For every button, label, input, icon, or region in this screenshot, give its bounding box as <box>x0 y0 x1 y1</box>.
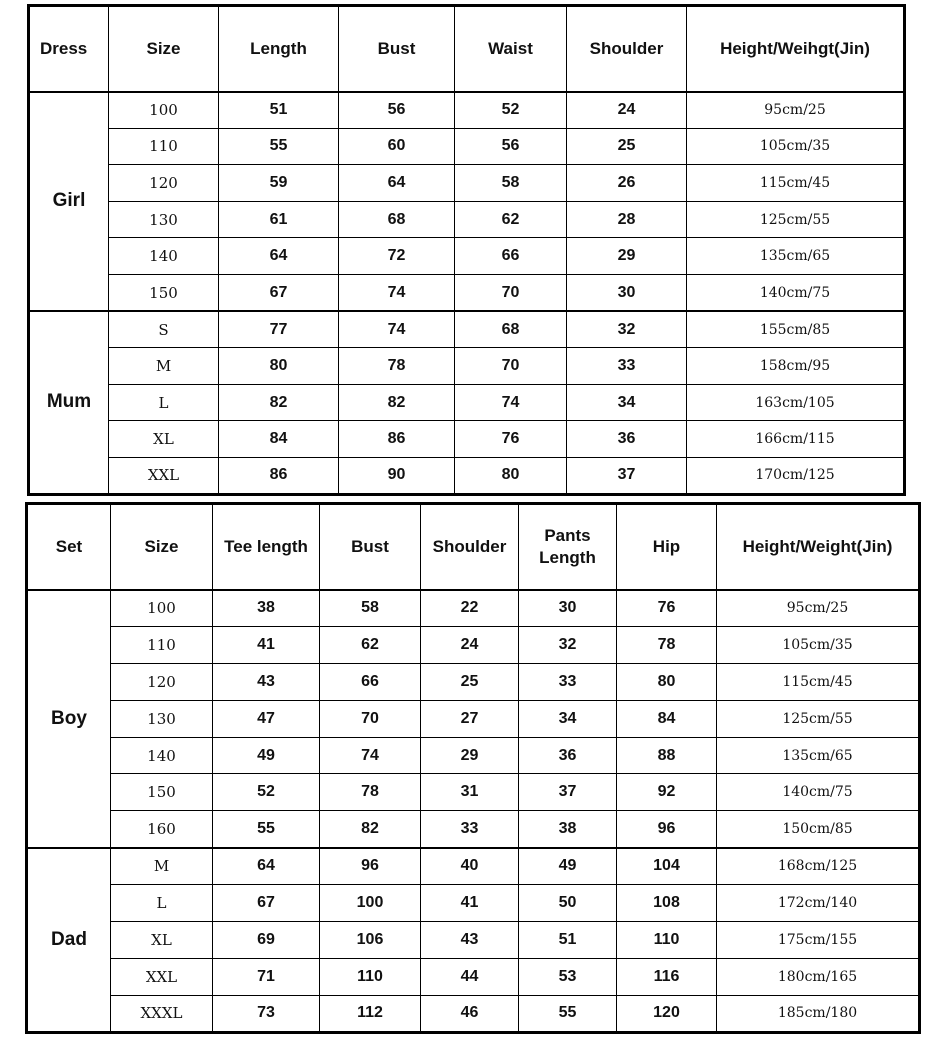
cell-bust: 56 <box>339 92 455 129</box>
cell-size: M <box>109 348 219 385</box>
cell-height-weight: 168cm/125 <box>717 848 920 885</box>
cell-length: 67 <box>219 274 339 311</box>
cell-height-weight: 172cm/140 <box>717 885 920 922</box>
header-set: Set <box>27 504 111 590</box>
cell-size: 120 <box>109 165 219 202</box>
cell-height-weight: 140cm/75 <box>687 274 905 311</box>
table-row <box>27 885 920 922</box>
cell-bust: 82 <box>320 811 421 848</box>
set-size-table <box>25 502 921 1034</box>
cell-hip: 80 <box>617 663 717 700</box>
cell-size: XXL <box>111 958 213 995</box>
cell-size: 100 <box>109 92 219 129</box>
cell-size: XL <box>109 421 219 458</box>
cell-bust: 112 <box>320 995 421 1032</box>
cell-size: 130 <box>109 201 219 238</box>
header-hip: Hip <box>617 504 717 590</box>
cell-waist: 68 <box>455 311 567 348</box>
group-label-boy: Boy <box>27 590 111 848</box>
table-row <box>29 201 905 238</box>
cell-height-weight: 170cm/125 <box>687 457 905 494</box>
cell-bust: 74 <box>320 737 421 774</box>
table-row <box>27 811 920 848</box>
cell-bust: 68 <box>339 201 455 238</box>
cell-length: 61 <box>219 201 339 238</box>
cell-shoulder: 43 <box>421 922 519 959</box>
cell-size: 100 <box>111 590 213 627</box>
cell-bust: 96 <box>320 848 421 885</box>
cell-shoulder: 24 <box>567 92 687 129</box>
header-height-weight: Height/Weight(Jin) <box>717 504 920 590</box>
cell-bust: 82 <box>339 384 455 421</box>
table-row <box>27 774 920 811</box>
cell-bust: 64 <box>339 165 455 202</box>
table-row <box>29 165 905 202</box>
header-bust: Bust <box>320 504 421 590</box>
cell-bust: 110 <box>320 958 421 995</box>
cell-shoulder: 46 <box>421 995 519 1032</box>
cell-height-weight: 155cm/85 <box>687 311 905 348</box>
header-shoulder: Shoulder <box>567 6 687 92</box>
cell-bust: 70 <box>320 700 421 737</box>
cell-shoulder: 24 <box>421 626 519 663</box>
cell-length: 55 <box>219 128 339 165</box>
cell-pants-length: 32 <box>519 626 617 663</box>
cell-hip: 84 <box>617 700 717 737</box>
cell-bust: 90 <box>339 457 455 494</box>
cell-waist: 70 <box>455 274 567 311</box>
cell-waist: 56 <box>455 128 567 165</box>
cell-pants-length: 49 <box>519 848 617 885</box>
cell-pants-length: 34 <box>519 700 617 737</box>
cell-tee-length: 64 <box>213 848 320 885</box>
cell-size: 130 <box>111 700 213 737</box>
cell-hip: 116 <box>617 958 717 995</box>
cell-size: 140 <box>111 737 213 774</box>
cell-waist: 74 <box>455 384 567 421</box>
cell-size: 150 <box>109 274 219 311</box>
cell-tee-length: 41 <box>213 626 320 663</box>
cell-length: 64 <box>219 238 339 275</box>
cell-waist: 70 <box>455 348 567 385</box>
cell-height-weight: 95cm/25 <box>687 92 905 129</box>
cell-shoulder: 32 <box>567 311 687 348</box>
cell-shoulder: 41 <box>421 885 519 922</box>
cell-hip: 120 <box>617 995 717 1032</box>
cell-height-weight: 115cm/45 <box>717 663 920 700</box>
cell-shoulder: 36 <box>567 421 687 458</box>
header-tee-length: Tee length <box>213 504 320 590</box>
cell-waist: 66 <box>455 238 567 275</box>
cell-bust: 100 <box>320 885 421 922</box>
cell-bust: 60 <box>339 128 455 165</box>
cell-shoulder: 27 <box>421 700 519 737</box>
cell-bust: 106 <box>320 922 421 959</box>
header-length: Length <box>219 6 339 92</box>
table-row <box>27 922 920 959</box>
table-row <box>29 92 905 129</box>
table-row <box>27 958 920 995</box>
cell-bust: 78 <box>339 348 455 385</box>
cell-size: 120 <box>111 663 213 700</box>
cell-tee-length: 55 <box>213 811 320 848</box>
cell-bust: 74 <box>339 311 455 348</box>
cell-height-weight: 158cm/95 <box>687 348 905 385</box>
cell-pants-length: 33 <box>519 663 617 700</box>
cell-hip: 110 <box>617 922 717 959</box>
cell-shoulder: 28 <box>567 201 687 238</box>
cell-tee-length: 73 <box>213 995 320 1032</box>
cell-size: XXXL <box>111 995 213 1032</box>
table-row <box>27 737 920 774</box>
cell-size: 160 <box>111 811 213 848</box>
cell-length: 82 <box>219 384 339 421</box>
table-row <box>27 995 920 1032</box>
cell-bust: 62 <box>320 626 421 663</box>
cell-shoulder: 26 <box>567 165 687 202</box>
header-bust: Bust <box>339 6 455 92</box>
cell-pants-length: 36 <box>519 737 617 774</box>
cell-shoulder: 31 <box>421 774 519 811</box>
cell-length: 84 <box>219 421 339 458</box>
table-header-row <box>27 504 920 590</box>
table-header-row <box>29 6 905 92</box>
cell-shoulder: 44 <box>421 958 519 995</box>
cell-shoulder: 25 <box>567 128 687 165</box>
cell-pants-length: 37 <box>519 774 617 811</box>
cell-hip: 104 <box>617 848 717 885</box>
cell-shoulder: 29 <box>421 737 519 774</box>
header-pants-length: Pants Length <box>519 504 617 590</box>
cell-waist: 80 <box>455 457 567 494</box>
table-row <box>27 700 920 737</box>
cell-pants-length: 51 <box>519 922 617 959</box>
cell-waist: 62 <box>455 201 567 238</box>
cell-pants-length: 50 <box>519 885 617 922</box>
cell-height-weight: 163cm/105 <box>687 384 905 421</box>
cell-bust: 86 <box>339 421 455 458</box>
cell-bust: 72 <box>339 238 455 275</box>
cell-hip: 96 <box>617 811 717 848</box>
cell-shoulder: 22 <box>421 590 519 627</box>
cell-height-weight: 135cm/65 <box>687 238 905 275</box>
header-size: Size <box>111 504 213 590</box>
cell-height-weight: 180cm/165 <box>717 958 920 995</box>
cell-size: XXL <box>109 457 219 494</box>
cell-height-weight: 125cm/55 <box>717 700 920 737</box>
cell-tee-length: 43 <box>213 663 320 700</box>
cell-length: 86 <box>219 457 339 494</box>
cell-waist: 76 <box>455 421 567 458</box>
cell-height-weight: 140cm/75 <box>717 774 920 811</box>
cell-length: 80 <box>219 348 339 385</box>
header-shoulder: Shoulder <box>421 504 519 590</box>
cell-bust: 74 <box>339 274 455 311</box>
table-row <box>29 311 905 348</box>
cell-height-weight: 185cm/180 <box>717 995 920 1032</box>
cell-hip: 108 <box>617 885 717 922</box>
cell-length: 51 <box>219 92 339 129</box>
cell-waist: 52 <box>455 92 567 129</box>
cell-tee-length: 52 <box>213 774 320 811</box>
cell-shoulder: 40 <box>421 848 519 885</box>
cell-pants-length: 53 <box>519 958 617 995</box>
cell-size: 110 <box>109 128 219 165</box>
table-row <box>29 457 905 494</box>
cell-height-weight: 150cm/85 <box>717 811 920 848</box>
cell-shoulder: 33 <box>421 811 519 848</box>
cell-size: XL <box>111 922 213 959</box>
table-row <box>29 384 905 421</box>
cell-size: L <box>111 885 213 922</box>
cell-size: S <box>109 311 219 348</box>
group-label-mum: Mum <box>29 311 109 494</box>
cell-hip: 88 <box>617 737 717 774</box>
cell-height-weight: 166cm/115 <box>687 421 905 458</box>
group-label-girl: Girl <box>29 92 109 312</box>
cell-size: M <box>111 848 213 885</box>
cell-length: 59 <box>219 165 339 202</box>
table-row <box>27 663 920 700</box>
cell-shoulder: 33 <box>567 348 687 385</box>
table-row <box>29 348 905 385</box>
cell-shoulder: 30 <box>567 274 687 311</box>
cell-tee-length: 47 <box>213 700 320 737</box>
cell-hip: 92 <box>617 774 717 811</box>
cell-size: 140 <box>109 238 219 275</box>
table-row <box>27 626 920 663</box>
cell-shoulder: 34 <box>567 384 687 421</box>
cell-height-weight: 175cm/155 <box>717 922 920 959</box>
cell-tee-length: 67 <box>213 885 320 922</box>
header-dress: Dress <box>29 6 109 92</box>
cell-pants-length: 38 <box>519 811 617 848</box>
table-row <box>29 274 905 311</box>
cell-size: L <box>109 384 219 421</box>
cell-shoulder: 37 <box>567 457 687 494</box>
cell-hip: 76 <box>617 590 717 627</box>
cell-size: 110 <box>111 626 213 663</box>
cell-height-weight: 105cm/35 <box>687 128 905 165</box>
header-height-weight: Height/Weihgt(Jin) <box>687 6 905 92</box>
cell-bust: 78 <box>320 774 421 811</box>
dress-table-body <box>29 92 905 495</box>
cell-height-weight: 95cm/25 <box>717 590 920 627</box>
cell-tee-length: 38 <box>213 590 320 627</box>
cell-height-weight: 105cm/35 <box>717 626 920 663</box>
table-row <box>29 421 905 458</box>
table-row <box>29 238 905 275</box>
group-label-dad: Dad <box>27 848 111 1032</box>
cell-tee-length: 71 <box>213 958 320 995</box>
cell-pants-length: 55 <box>519 995 617 1032</box>
table-row <box>27 590 920 627</box>
cell-size: 150 <box>111 774 213 811</box>
dress-size-table <box>27 4 906 496</box>
header-waist: Waist <box>455 6 567 92</box>
set-table-body <box>27 590 920 1033</box>
cell-length: 77 <box>219 311 339 348</box>
cell-height-weight: 125cm/55 <box>687 201 905 238</box>
table-row <box>29 128 905 165</box>
cell-height-weight: 135cm/65 <box>717 737 920 774</box>
table-row <box>27 848 920 885</box>
cell-tee-length: 49 <box>213 737 320 774</box>
cell-bust: 66 <box>320 663 421 700</box>
cell-tee-length: 69 <box>213 922 320 959</box>
header-size: Size <box>109 6 219 92</box>
cell-waist: 58 <box>455 165 567 202</box>
cell-height-weight: 115cm/45 <box>687 165 905 202</box>
cell-bust: 58 <box>320 590 421 627</box>
cell-shoulder: 29 <box>567 238 687 275</box>
cell-shoulder: 25 <box>421 663 519 700</box>
cell-pants-length: 30 <box>519 590 617 627</box>
cell-hip: 78 <box>617 626 717 663</box>
